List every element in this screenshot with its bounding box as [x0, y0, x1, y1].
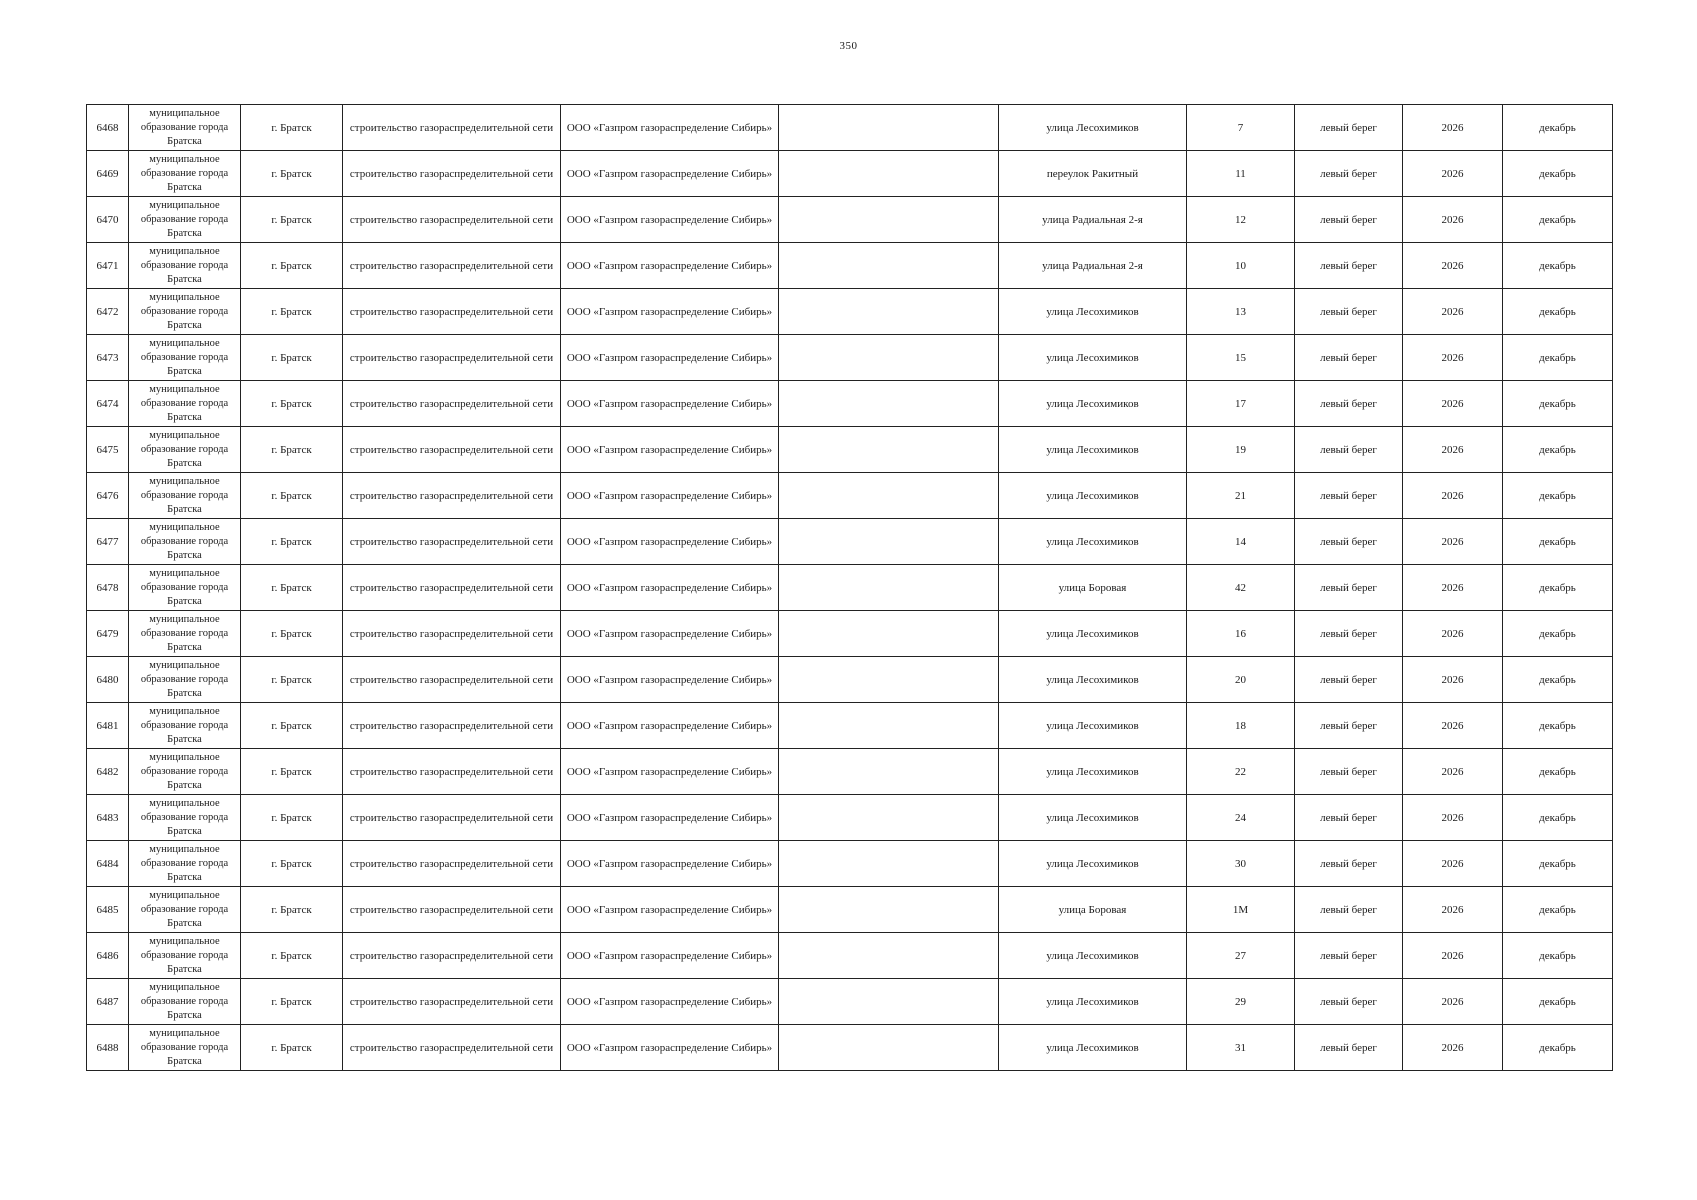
work-type-cell: строительство газораспределительной сети [343, 473, 561, 519]
municipality-cell: муниципальное образование города Братска [129, 703, 241, 749]
empty-cell [779, 611, 999, 657]
month-cell: декабрь [1503, 243, 1613, 289]
river-bank-cell: левый берег [1295, 657, 1403, 703]
table-row [87, 335, 1613, 381]
table-row [87, 887, 1613, 933]
organization-cell: ООО «Газпром газораспределение Сибирь» [561, 243, 779, 289]
month-cell: декабрь [1503, 197, 1613, 243]
street-cell: улица Лесохимиков [999, 657, 1187, 703]
year-cell: 2026 [1403, 841, 1503, 887]
house-number-cell: 24 [1187, 795, 1295, 841]
year-cell: 2026 [1403, 887, 1503, 933]
year-cell: 2026 [1403, 611, 1503, 657]
river-bank-cell: левый берег [1295, 151, 1403, 197]
table-row [87, 289, 1613, 335]
house-number-cell: 27 [1187, 933, 1295, 979]
table-row [87, 611, 1613, 657]
empty-cell [779, 887, 999, 933]
river-bank-cell: левый берег [1295, 611, 1403, 657]
row-number: 6471 [87, 243, 129, 289]
house-number-cell: 29 [1187, 979, 1295, 1025]
street-cell: улица Лесохимиков [999, 795, 1187, 841]
year-cell: 2026 [1403, 519, 1503, 565]
month-cell: декабрь [1503, 887, 1613, 933]
registry-table [86, 104, 1613, 1071]
empty-cell [779, 197, 999, 243]
row-number: 6477 [87, 519, 129, 565]
city-cell: г. Братск [241, 979, 343, 1025]
month-cell: декабрь [1503, 105, 1613, 151]
organization-cell: ООО «Газпром газораспределение Сибирь» [561, 795, 779, 841]
year-cell: 2026 [1403, 979, 1503, 1025]
house-number-cell: 11 [1187, 151, 1295, 197]
city-cell: г. Братск [241, 887, 343, 933]
municipality-cell: муниципальное образование города Братска [129, 427, 241, 473]
work-type-cell: строительство газораспределительной сети [343, 887, 561, 933]
organization-cell: ООО «Газпром газораспределение Сибирь» [561, 151, 779, 197]
row-number: 6486 [87, 933, 129, 979]
organization-cell: ООО «Газпром газораспределение Сибирь» [561, 1025, 779, 1071]
row-number: 6478 [87, 565, 129, 611]
work-type-cell: строительство газораспределительной сети [343, 519, 561, 565]
house-number-cell: 12 [1187, 197, 1295, 243]
street-cell: улица Лесохимиков [999, 749, 1187, 795]
street-cell: улица Лесохимиков [999, 933, 1187, 979]
work-type-cell: строительство газораспределительной сети [343, 243, 561, 289]
river-bank-cell: левый берег [1295, 703, 1403, 749]
municipality-cell: муниципальное образование города Братска [129, 381, 241, 427]
house-number-cell: 42 [1187, 565, 1295, 611]
city-cell: г. Братск [241, 519, 343, 565]
municipality-cell: муниципальное образование города Братска [129, 335, 241, 381]
organization-cell: ООО «Газпром газораспределение Сибирь» [561, 289, 779, 335]
empty-cell [779, 335, 999, 381]
municipality-cell: муниципальное образование города Братска [129, 289, 241, 335]
table-row [87, 749, 1613, 795]
page-number: 350 [839, 40, 858, 52]
row-number: 6473 [87, 335, 129, 381]
work-type-cell: строительство газораспределительной сети [343, 289, 561, 335]
table-row [87, 473, 1613, 519]
organization-cell: ООО «Газпром газораспределение Сибирь» [561, 105, 779, 151]
street-cell: улица Лесохимиков [999, 473, 1187, 519]
city-cell: г. Братск [241, 427, 343, 473]
organization-cell: ООО «Газпром газораспределение Сибирь» [561, 565, 779, 611]
organization-cell: ООО «Газпром газораспределение Сибирь» [561, 979, 779, 1025]
work-type-cell: строительство газораспределительной сети [343, 749, 561, 795]
empty-cell [779, 381, 999, 427]
street-cell: улица Лесохимиков [999, 703, 1187, 749]
house-number-cell: 22 [1187, 749, 1295, 795]
house-number-cell: 7 [1187, 105, 1295, 151]
year-cell: 2026 [1403, 197, 1503, 243]
table-row [87, 427, 1613, 473]
table-row [87, 565, 1613, 611]
city-cell: г. Братск [241, 841, 343, 887]
municipality-cell: муниципальное образование города Братска [129, 1025, 241, 1071]
street-cell: улица Радиальная 2-я [999, 197, 1187, 243]
row-number: 6483 [87, 795, 129, 841]
organization-cell: ООО «Газпром газораспределение Сибирь» [561, 933, 779, 979]
work-type-cell: строительство газораспределительной сети [343, 611, 561, 657]
river-bank-cell: левый берег [1295, 473, 1403, 519]
street-cell: улица Лесохимиков [999, 841, 1187, 887]
month-cell: декабрь [1503, 335, 1613, 381]
table-row [87, 381, 1613, 427]
street-cell: улица Лесохимиков [999, 519, 1187, 565]
row-number: 6469 [87, 151, 129, 197]
empty-cell [779, 933, 999, 979]
table-row [87, 105, 1613, 151]
row-number: 6474 [87, 381, 129, 427]
row-number: 6485 [87, 887, 129, 933]
municipality-cell: муниципальное образование города Братска [129, 887, 241, 933]
municipality-cell: муниципальное образование города Братска [129, 473, 241, 519]
work-type-cell: строительство газораспределительной сети [343, 1025, 561, 1071]
house-number-cell: 15 [1187, 335, 1295, 381]
river-bank-cell: левый берег [1295, 105, 1403, 151]
work-type-cell: строительство газораспределительной сети [343, 197, 561, 243]
street-cell: улица Лесохимиков [999, 289, 1187, 335]
municipality-cell: муниципальное образование города Братска [129, 151, 241, 197]
row-number: 6479 [87, 611, 129, 657]
work-type-cell: строительство газораспределительной сети [343, 105, 561, 151]
row-number: 6476 [87, 473, 129, 519]
year-cell: 2026 [1403, 1025, 1503, 1071]
house-number-cell: 1М [1187, 887, 1295, 933]
river-bank-cell: левый берег [1295, 519, 1403, 565]
table-row [87, 197, 1613, 243]
month-cell: декабрь [1503, 427, 1613, 473]
row-number: 6480 [87, 657, 129, 703]
municipality-cell: муниципальное образование города Братска [129, 795, 241, 841]
empty-cell [779, 473, 999, 519]
municipality-cell: муниципальное образование города Братска [129, 105, 241, 151]
year-cell: 2026 [1403, 565, 1503, 611]
city-cell: г. Братск [241, 657, 343, 703]
table-row [87, 979, 1613, 1025]
empty-cell [779, 151, 999, 197]
city-cell: г. Братск [241, 381, 343, 427]
municipality-cell: муниципальное образование города Братска [129, 657, 241, 703]
month-cell: декабрь [1503, 979, 1613, 1025]
city-cell: г. Братск [241, 611, 343, 657]
work-type-cell: строительство газораспределительной сети [343, 979, 561, 1025]
street-cell: улица Лесохимиков [999, 979, 1187, 1025]
month-cell: декабрь [1503, 473, 1613, 519]
empty-cell [779, 979, 999, 1025]
river-bank-cell: левый берег [1295, 795, 1403, 841]
year-cell: 2026 [1403, 335, 1503, 381]
work-type-cell: строительство газораспределительной сети [343, 151, 561, 197]
house-number-cell: 30 [1187, 841, 1295, 887]
city-cell: г. Братск [241, 795, 343, 841]
year-cell: 2026 [1403, 749, 1503, 795]
organization-cell: ООО «Газпром газораспределение Сибирь» [561, 335, 779, 381]
river-bank-cell: левый берег [1295, 381, 1403, 427]
river-bank-cell: левый берег [1295, 565, 1403, 611]
year-cell: 2026 [1403, 427, 1503, 473]
month-cell: декабрь [1503, 611, 1613, 657]
empty-cell [779, 565, 999, 611]
street-cell: улица Лесохимиков [999, 381, 1187, 427]
row-number: 6487 [87, 979, 129, 1025]
work-type-cell: строительство газораспределительной сети [343, 657, 561, 703]
empty-cell [779, 703, 999, 749]
river-bank-cell: левый берег [1295, 749, 1403, 795]
row-number: 6475 [87, 427, 129, 473]
house-number-cell: 19 [1187, 427, 1295, 473]
city-cell: г. Братск [241, 335, 343, 381]
year-cell: 2026 [1403, 105, 1503, 151]
row-number: 6481 [87, 703, 129, 749]
municipality-cell: муниципальное образование города Братска [129, 611, 241, 657]
municipality-cell: муниципальное образование города Братска [129, 565, 241, 611]
table-row [87, 1025, 1613, 1071]
house-number-cell: 10 [1187, 243, 1295, 289]
row-number: 6488 [87, 1025, 129, 1071]
street-cell: улица Радиальная 2-я [999, 243, 1187, 289]
river-bank-cell: левый берег [1295, 427, 1403, 473]
city-cell: г. Братск [241, 473, 343, 519]
row-number: 6472 [87, 289, 129, 335]
year-cell: 2026 [1403, 703, 1503, 749]
organization-cell: ООО «Газпром газораспределение Сибирь» [561, 197, 779, 243]
month-cell: декабрь [1503, 151, 1613, 197]
month-cell: декабрь [1503, 795, 1613, 841]
house-number-cell: 16 [1187, 611, 1295, 657]
month-cell: декабрь [1503, 289, 1613, 335]
empty-cell [779, 289, 999, 335]
work-type-cell: строительство газораспределительной сети [343, 427, 561, 473]
city-cell: г. Братск [241, 197, 343, 243]
city-cell: г. Братск [241, 749, 343, 795]
month-cell: декабрь [1503, 1025, 1613, 1071]
month-cell: декабрь [1503, 933, 1613, 979]
month-cell: декабрь [1503, 841, 1613, 887]
work-type-cell: строительство газораспределительной сети [343, 381, 561, 427]
organization-cell: ООО «Газпром газораспределение Сибирь» [561, 611, 779, 657]
river-bank-cell: левый берег [1295, 289, 1403, 335]
organization-cell: ООО «Газпром газораспределение Сибирь» [561, 519, 779, 565]
municipality-cell: муниципальное образование города Братска [129, 519, 241, 565]
table-row [87, 151, 1613, 197]
city-cell: г. Братск [241, 933, 343, 979]
street-cell: улица Лесохимиков [999, 335, 1187, 381]
organization-cell: ООО «Газпром газораспределение Сибирь» [561, 703, 779, 749]
month-cell: декабрь [1503, 657, 1613, 703]
year-cell: 2026 [1403, 933, 1503, 979]
house-number-cell: 21 [1187, 473, 1295, 519]
organization-cell: ООО «Газпром газораспределение Сибирь» [561, 841, 779, 887]
river-bank-cell: левый берег [1295, 1025, 1403, 1071]
municipality-cell: муниципальное образование города Братска [129, 979, 241, 1025]
house-number-cell: 13 [1187, 289, 1295, 335]
river-bank-cell: левый берег [1295, 887, 1403, 933]
municipality-cell: муниципальное образование города Братска [129, 933, 241, 979]
table-row [87, 243, 1613, 289]
city-cell: г. Братск [241, 565, 343, 611]
table-row [87, 841, 1613, 887]
river-bank-cell: левый берег [1295, 979, 1403, 1025]
city-cell: г. Братск [241, 243, 343, 289]
work-type-cell: строительство газораспределительной сети [343, 795, 561, 841]
city-cell: г. Братск [241, 1025, 343, 1071]
month-cell: декабрь [1503, 749, 1613, 795]
table-row [87, 933, 1613, 979]
organization-cell: ООО «Газпром газораспределение Сибирь» [561, 381, 779, 427]
work-type-cell: строительство газораспределительной сети [343, 565, 561, 611]
municipality-cell: муниципальное образование города Братска [129, 243, 241, 289]
table-row [87, 703, 1613, 749]
empty-cell [779, 243, 999, 289]
city-cell: г. Братск [241, 703, 343, 749]
street-cell: улица Боровая [999, 565, 1187, 611]
row-number: 6484 [87, 841, 129, 887]
year-cell: 2026 [1403, 289, 1503, 335]
empty-cell [779, 749, 999, 795]
municipality-cell: муниципальное образование города Братска [129, 841, 241, 887]
work-type-cell: строительство газораспределительной сети [343, 335, 561, 381]
month-cell: декабрь [1503, 381, 1613, 427]
year-cell: 2026 [1403, 243, 1503, 289]
organization-cell: ООО «Газпром газораспределение Сибирь» [561, 473, 779, 519]
year-cell: 2026 [1403, 795, 1503, 841]
organization-cell: ООО «Газпром газораспределение Сибирь» [561, 427, 779, 473]
empty-cell [779, 657, 999, 703]
month-cell: декабрь [1503, 703, 1613, 749]
year-cell: 2026 [1403, 381, 1503, 427]
municipality-cell: муниципальное образование города Братска [129, 197, 241, 243]
month-cell: декабрь [1503, 565, 1613, 611]
empty-cell [779, 841, 999, 887]
table-row [87, 519, 1613, 565]
empty-cell [779, 105, 999, 151]
empty-cell [779, 427, 999, 473]
organization-cell: ООО «Газпром газораспределение Сибирь» [561, 657, 779, 703]
house-number-cell: 14 [1187, 519, 1295, 565]
house-number-cell: 31 [1187, 1025, 1295, 1071]
row-number: 6468 [87, 105, 129, 151]
empty-cell [779, 519, 999, 565]
registry-body [87, 105, 1613, 1071]
year-cell: 2026 [1403, 657, 1503, 703]
street-cell: улица Лесохимиков [999, 611, 1187, 657]
river-bank-cell: левый берег [1295, 243, 1403, 289]
work-type-cell: строительство газораспределительной сети [343, 703, 561, 749]
river-bank-cell: левый берег [1295, 841, 1403, 887]
table-row [87, 795, 1613, 841]
municipality-cell: муниципальное образование города Братска [129, 749, 241, 795]
work-type-cell: строительство газораспределительной сети [343, 841, 561, 887]
house-number-cell: 20 [1187, 657, 1295, 703]
empty-cell [779, 795, 999, 841]
street-cell: переулок Ракитный [999, 151, 1187, 197]
street-cell: улица Лесохимиков [999, 427, 1187, 473]
empty-cell [779, 1025, 999, 1071]
house-number-cell: 17 [1187, 381, 1295, 427]
city-cell: г. Братск [241, 151, 343, 197]
river-bank-cell: левый берег [1295, 197, 1403, 243]
street-cell: улица Лесохимиков [999, 1025, 1187, 1071]
year-cell: 2026 [1403, 151, 1503, 197]
organization-cell: ООО «Газпром газораспределение Сибирь» [561, 887, 779, 933]
city-cell: г. Братск [241, 105, 343, 151]
river-bank-cell: левый берег [1295, 933, 1403, 979]
row-number: 6482 [87, 749, 129, 795]
street-cell: улица Боровая [999, 887, 1187, 933]
organization-cell: ООО «Газпром газораспределение Сибирь» [561, 749, 779, 795]
work-type-cell: строительство газораспределительной сети [343, 933, 561, 979]
river-bank-cell: левый берег [1295, 335, 1403, 381]
month-cell: декабрь [1503, 519, 1613, 565]
city-cell: г. Братск [241, 289, 343, 335]
street-cell: улица Лесохимиков [999, 105, 1187, 151]
house-number-cell: 18 [1187, 703, 1295, 749]
row-number: 6470 [87, 197, 129, 243]
year-cell: 2026 [1403, 473, 1503, 519]
table-row [87, 657, 1613, 703]
